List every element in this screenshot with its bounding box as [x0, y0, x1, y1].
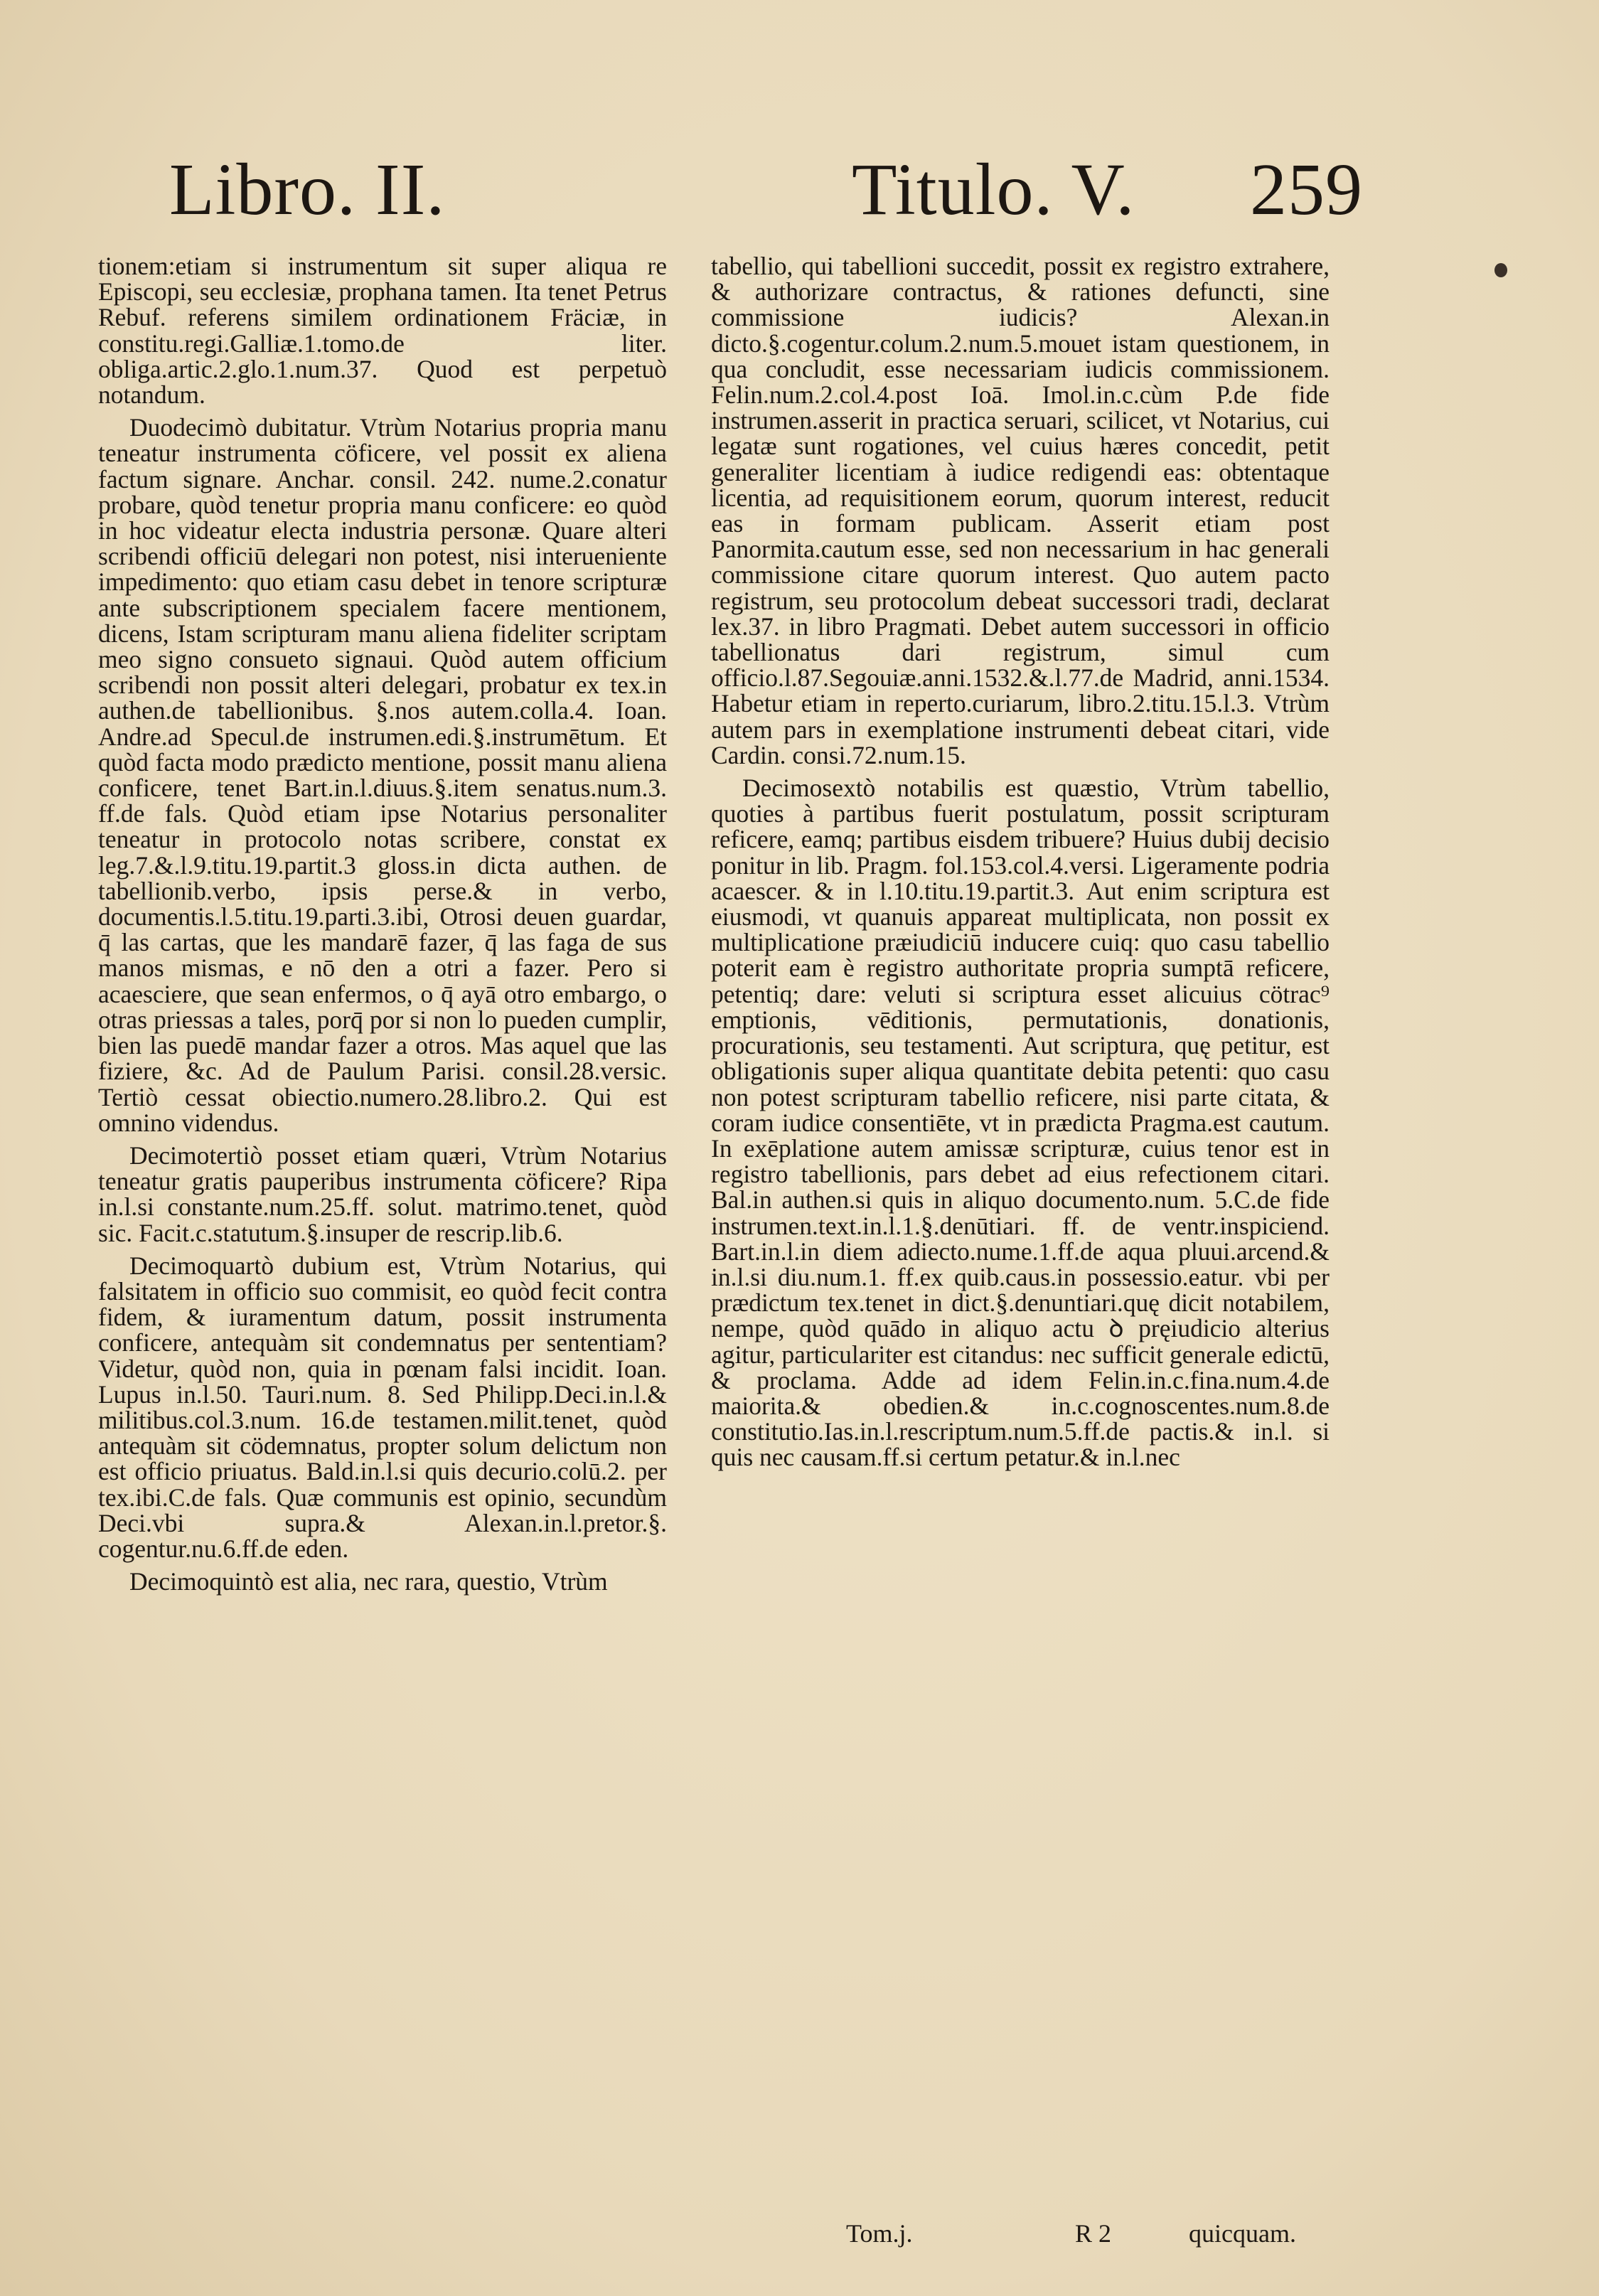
ink-spot	[1494, 263, 1507, 277]
left-paragraph-5: Decimoquintò est alia, nec rara, questio, Vtrùm	[129, 1567, 608, 1596]
page-number: 259	[1250, 149, 1363, 230]
footer-signature-mark: R 2	[1075, 2219, 1112, 2248]
left-paragraph-3: Decimotertiò posset etiam quæri, Vtrùm Notarius teneatur gratis pauperibus instrumenta cöficere? Ripa in.l.si constante.num.25.ff. solut. matrimo.tenet, quòd sic. Facit.c.statutum.§.insuper de rescrip.lib.6.	[98, 1141, 667, 1247]
running-head-title: Titulo. V.	[852, 149, 1135, 230]
footer-catchword: quicquam.	[1189, 2219, 1296, 2248]
left-paragraph-2: Duodecimò dubitatur. Vtrùm Notarius propria manu teneatur instrumenta cöficere, vel possit ex aliena factum signare. Anchar. consil. 242. nume.2.conatur probare, quòd tenetur propria manu conficere: eo quòd in hoc videatur electa industria personæ. Quare alteri scribendi officiū delegari non potest, nisi interueniente impedimento: quo etiam casu debet in tenore scripturæ ante subscriptionem specialem facere mentionem, dicens, Istam scripturam manu aliena fideliter scriptam meo signo consueto signaui. Quòd autem officium scribendi non possit alteri delegari, probatur ex tex.in authen.de tabellionibus. §.nos autem.colla.4. Ioan. Andre.ad Specul.de instrumen.edi.§.instrumētum. Et quòd facta modo prædicto mentione, possit manu aliena conficere, tenet Bart.in.l.diuus.§.item senatus.num.3. ff.de fals. Quòd etiam ipse Notarius personaliter teneatur in protocolo notas scribere, constat ex leg.7.&.l.9.titu.19.partit.3 gloss.in dicta authen. de tabellionib.verbo, ipsis perse.& in verbo, documentis.l.5.titu.19.parti.3.ibi, Otrosi deuen guardar, q̄ las cartas, que les mandarē fazer, q̄ las faga de sus manos mismas, e nō den a otri a fazer. Pero si acaesciere, que sean enfermos, o q̄ ayā otro embargo, o otras priessas a tales, porq̄ por si non lo pueden cumplir, bien las puedē mandar fazer a otros. Mas aquel que las fiziere, &c. Ad de Paulum Parisi. consil.28.versic. Tertiò cessat obiectio.numero.28.libro.2. Qui est omnino videndus.	[98, 413, 667, 1137]
left-paragraph-4: Decimoquartò dubium est, Vtrùm Notarius, qui falsitatem in officio suo commisit, eo quòd fecit contra fidem, & iuramentum datum, possit instrumenta conficere, antequàm sit condemnatus per sententiam? Videtur, quòd non, quia in pœnam falsi incidit. Ioan. Lupus in.l.50. Tauri.num. 8. Sed Philipp.Deci.in.l.& militibus.col.3.num. 16.de testamen.milit.tenet, quòd antequàm sit cödemnatus, propter solum delictum non est officio priuatus. Bald.in.l.si quis decurio.colū.2. per tex.ibi.C.de fals. Quæ communis est opinio, secundùm Deci.vbi supra.& Alexan.in.l.pretor.§. cogentur.nu.6.ff.de eden.	[98, 1251, 667, 1563]
footer-volume: Tom.j.	[846, 2219, 913, 2248]
right-paragraph-1: tabellio, qui tabellioni succedit, possit ex registro extrahere, & authorizare contractus, & rationes defuncti, sine commissione iudicis? Alexan.in dicto.§.cogentur.colum.2.num.5.mouet istam questionem, in qua concludit, esse necessariam iudicis commissionem. Felin.num.2.col.4.post Ioā. Imol.in.c.cùm P.de fide instrumen.asserit in practica seruari, scilicet, vt Notarius, cui legatæ sunt rogationes, vel cuius hæres concedit, petit generaliter licentiam à iudice redigendi eas: obtentaque licentia, ad requisitionem eorum, quorum interest, reducit eas in formam publicam. Asserit etiam post Panormita.cautum esse, sed non necessarium in hac generali commissione citare quorum interest. Quo autem pacto registrum, seu protocolum debeat successori tradi, declarat lex.37. in libro Pragmati. Debet autem successori in officio tabellionatus dari registrum, simul cum officio.l.87.Segouiæ.anni.1532.&.l.77.de Madrid, anni.1534. Habetur etiam in reperto.curiarum, libro.2.titu.15.l.3. Vtrùm autem pars in exemplatione instrumenti debeat citari, vide Cardin. consi.72.num.15.	[711, 252, 1330, 769]
left-paragraph-1: tionem:etiam si instrumentum sit super aliqua re Episcopi, seu ecclesiæ, prophana tamen. Ita tenet Petrus Rebuf. referens similem ordinationem Fräciæ, in constitu.regi.Galliæ.1.tomo.de liter. obliga.artic.2.glo.1.num.37. Quod est perpetuò notandum.	[98, 252, 667, 410]
right-column	[711, 253, 1330, 1478]
left-column	[98, 253, 667, 1601]
right-paragraph-2: Decimosextò notabilis est quæstio, Vtrùm tabellio, quoties à partibus fuerit postulatum, possit scripturam reficere, eamq; partibus eisdem tribuere? Huius dubij decisio ponitur in lib. Pragm. fol.153.col.4.versi. Ligeramente podria acaescer. & in l.10.titu.19.partit.3. Aut enim scriptura est eiusmodi, vt quanuis appareat multiplicata, non possit ex multiplicatione præiudiciū inducere cuiq: quo casu tabellio poterit eam è registro authoritate propria sumptā reficere, petentiq; dare: veluti si scriptura esset alicuius cötrac⁹ emptionis, vēditionis, permutationis, donationis, procurationis, seu testamenti. Aut scriptura, quę petitur, est obligationis super aliqua quantitate debita petenti: quo casu non potest scripturam tabellio reficere, nisi parte citata, & coram iudice consentiēte, vt in prædicta Pragma.est cautum. In exēplatione autem amissæ scripturæ, cuius tenor est in registro tabellionis, pars debet ad eius refectionem citari. Bal.in authen.si quis in aliquo documento.num. 5.C.de fide instrumen.text.in.l.1.§.denūtiari. ff. de ventr.inspiciend. Bart.in.l.in diem adiecto.nume.1.ff.de aqua pluui.arcend.& in.l.si diu.num.1. ff.ex quib.caus.in possessio.eatur. vbi per prædictum tex.tenet in dict.§.denuntiari.quę dicit notabilem, nempe, quòd quādo in aliquo actu ꝺ pręiudicio alterius agitur, particulariter est citandus: nec sufficit generale edictū, & proclama. Adde ad idem Felin.in.c.fina.num.4.de maiorita.& obedien.& in.c.cognoscentes.num.8.de constitutio.Ias.in.l.rescriptum.num.5.ff.de pactis.& in.l. si quis nec causam.ff.si certum petatur.& in.l.nec	[711, 774, 1330, 1472]
running-head-book: Libro. II.	[169, 149, 446, 230]
